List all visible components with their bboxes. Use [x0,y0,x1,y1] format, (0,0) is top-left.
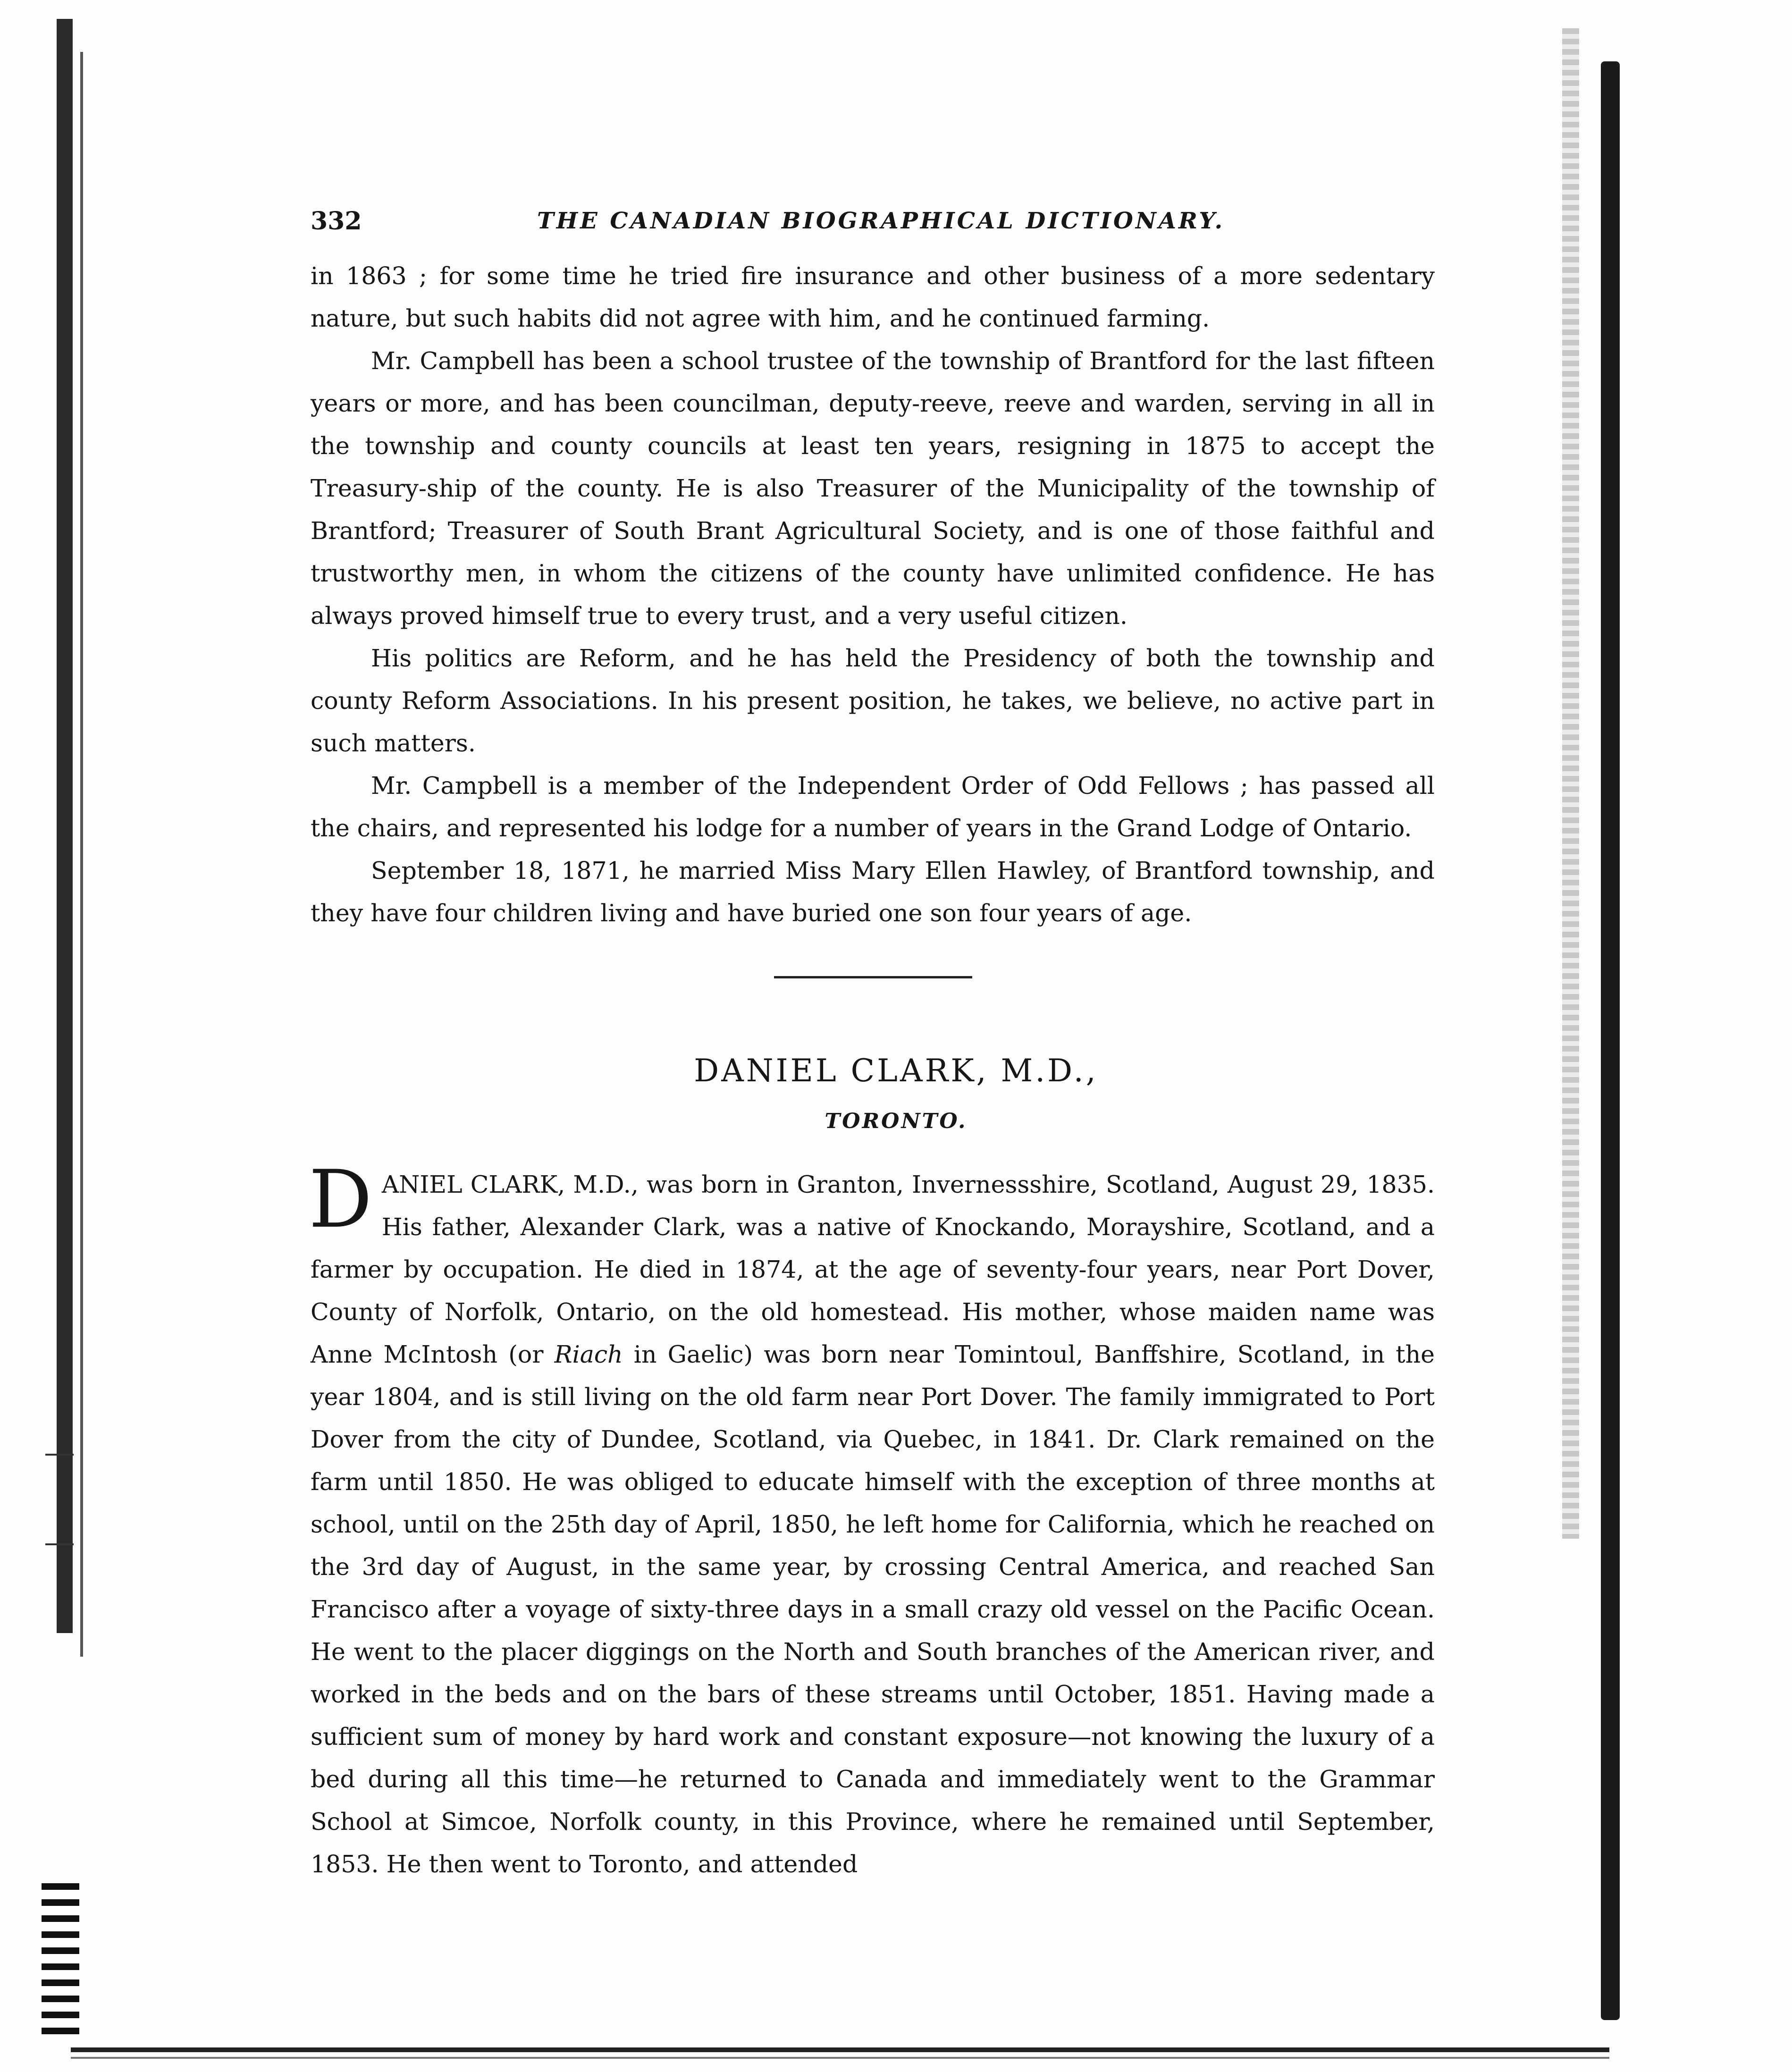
entry-place-heading: TORONTO. [824,1109,968,1133]
clark-entry [309,1153,1435,1886]
paragraph: His politics are Reform, and he has held the Presidency of both the township and county Reform Associations. In his present position, he takes, we believe, no active part in such matters. [311,644,1435,757]
margin-tick [45,1454,74,1456]
scan-binding-shadow-right [1601,61,1620,2020]
scan-margin-line-left [80,52,83,1657]
campbell-entry-continuation [311,255,1435,935]
page-header [311,198,1434,241]
scan-bottom-edge-thin [71,2057,1609,2059]
drop-cap: D [309,1153,372,1246]
running-head: THE CANADIAN BIOGRAPHICAL DICTIONARY. [537,208,1225,234]
paragraph: Mr. Campbell has been a school trustee of the township of Brantford for the last fifteen years or more, and has been councilman, deputy-reeve, reeve and warden, serving in all in the township and county councils at least ten years, resigning in 1875 to accept the Treasury-ship of the county. He is also Treasurer of the Municipality of the township of Brantford; Treasurer of South Brant Agricultural Society, and is one of those faithful and trustworthy men, in whom the citizens of the county have unlimited confidence. He has always proved himself true to every trust, and a very useful citizen. [311,347,1435,630]
margin-tick [45,1543,74,1545]
entry-name-heading: DANIEL CLARK, M.D., [694,1053,1098,1089]
scan-noise-right [1562,28,1579,1539]
margin-tick-marks [42,1883,79,2039]
section-divider [774,976,972,978]
paragraph: September 18, 1871, he married Miss Mary Ellen Hawley, of Brantford township, and they have four children living and have buried one son four years of age. [311,857,1435,927]
paragraph: in 1863 ; for some time he tried fire insurance and other business of a more sedentary nature, but such habits did not agree with him, and he continued farming. [311,262,1435,332]
text-run: ANIEL CLARK, M.D., was born in Granton, Invernessshire, Scotland, August 29, 1835. His father, Alexander Clark, was a native of Knockando, Morayshire, Scotland, and a farmer by occupation. He died in 1874, at the age of seventy-four years, near Port Dover, County of Norfolk, Ontario, on the old homestead. His mother, whose maiden name was Anne McIntosh (or [311,1171,1435,1368]
page-number: 332 [311,207,362,236]
italic-term: Riach [554,1340,623,1368]
paragraph [309,1153,1435,1886]
scan-bottom-edge [71,2047,1609,2052]
text-run: in Gaelic) was born near Tomintoul, Banffshire, Scotland, in the year 1804, and is still living on the old farm near Port Dover. The family immigrated to Port Dover from the city of Dundee, Scotland, via Quebec, in 1841. Dr. Clark remained on the farm until 1850. He was obliged to educate himself with the exception of three months at school, until on the 25th day of April, 1850, he left home for California, which he reached on the 3rd day of August, in the same year, by crossing Central America, and reached San Francisco after a voyage of sixty-three days in a small crazy old vessel on the Pacific Ocean. He went to the placer diggings on the North and South branches of the American river, and worked in the beds and on the bars of these streams until October, 1851. Having made a sufficient sum of money by hard work and constant exposure—not knowing the luxury of a bed during all this time—he returned to Canada and immediately went to the Grammar School at Simcoe, Norfolk county, in this Province, where he remained until September, 1853. He then went to Toronto, and attended [311,1340,1435,1878]
scan-binding-shadow-left [57,19,73,1633]
paragraph: Mr. Campbell is a member of the Independent Order of Odd Fellows ; has passed all the chairs, and represented his lodge for a number of years in the Grand Lodge of Ontario. [311,772,1435,842]
